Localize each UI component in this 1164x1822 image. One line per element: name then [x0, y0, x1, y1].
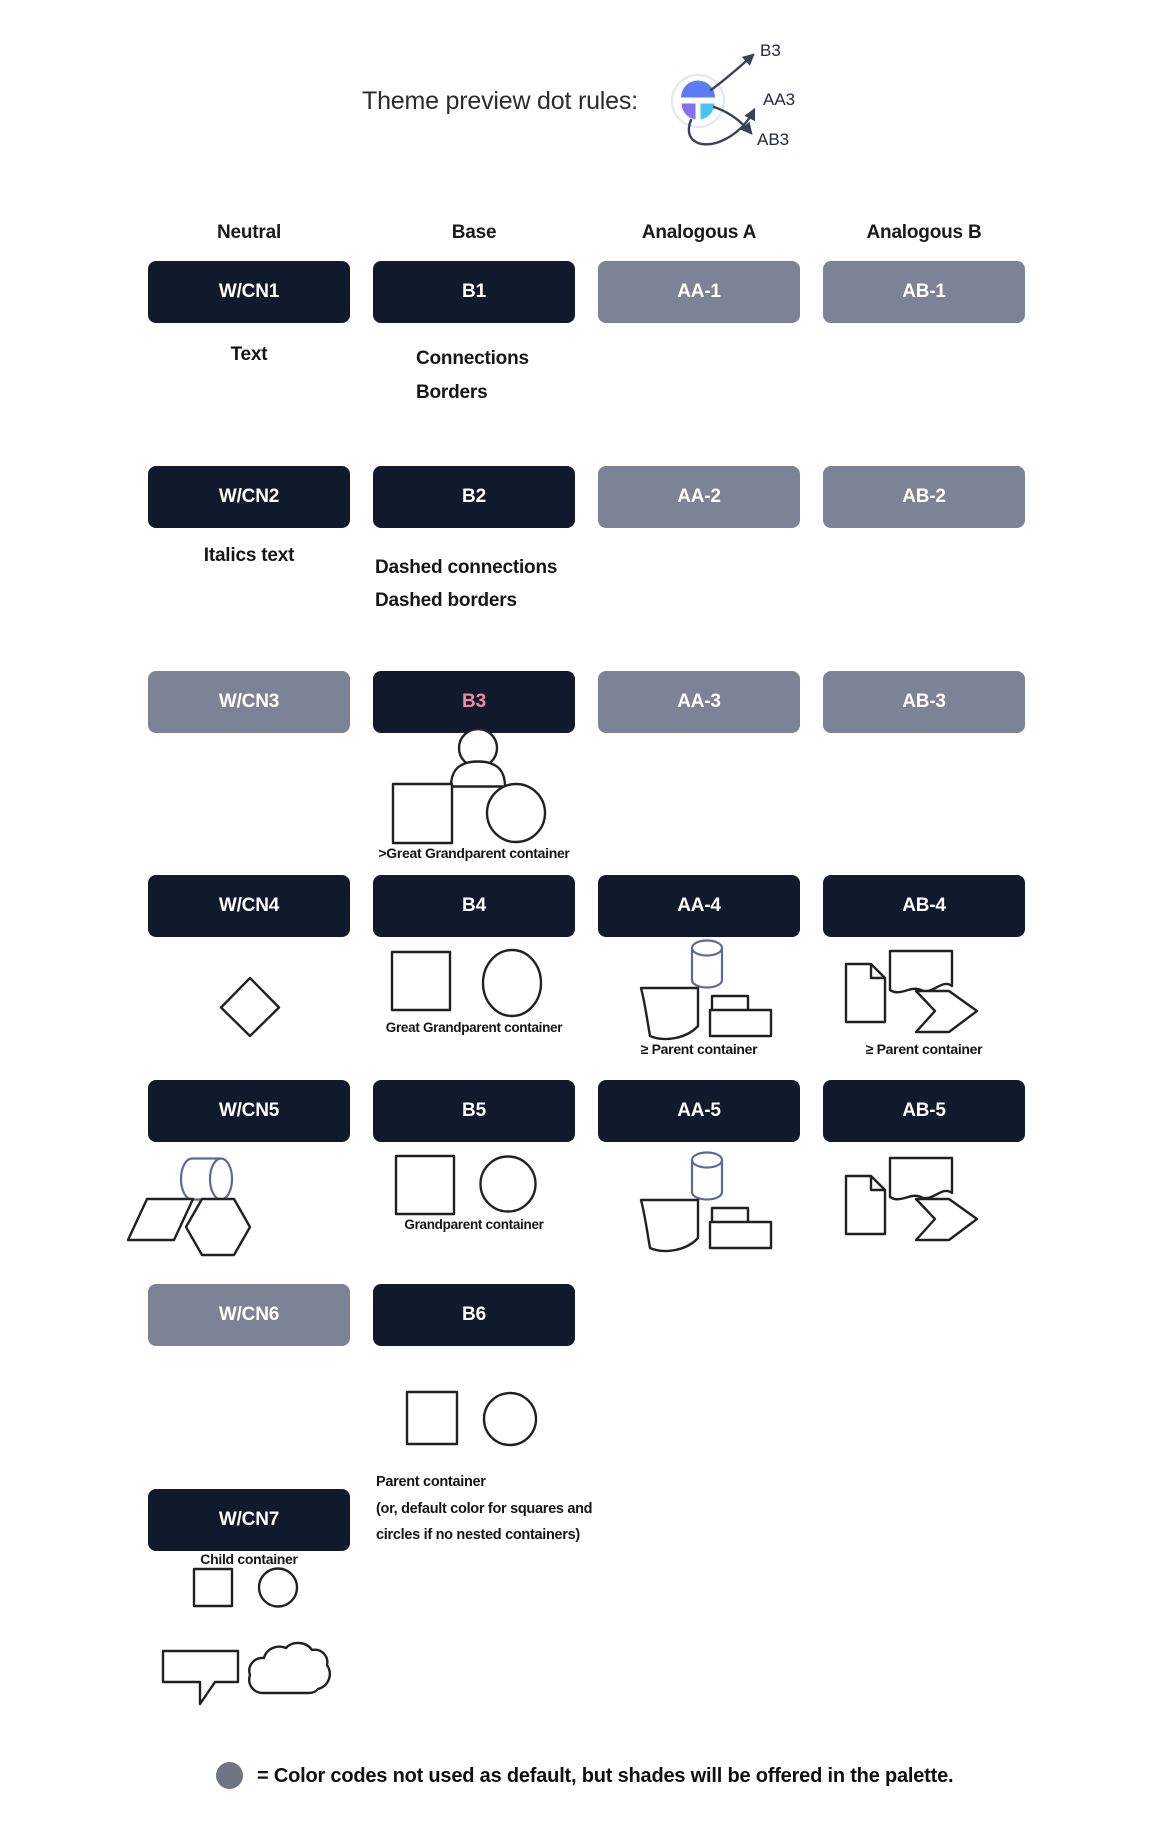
annotation-dashed	[375, 551, 557, 617]
square-shape	[392, 952, 450, 1010]
caption-great-grandparent: Great Grandparent container	[385, 1020, 563, 1035]
swatch-wcn4	[148, 875, 350, 937]
document-shape	[846, 1176, 885, 1234]
swatch-b1	[373, 261, 575, 323]
dot-rule-label-ab3: AB3	[757, 130, 790, 149]
swatch-aa2	[598, 466, 800, 528]
swatch-wcn2	[148, 466, 350, 528]
swatch-b4	[373, 875, 575, 937]
annotation-connections-borders	[416, 342, 529, 409]
folder-body-shape	[710, 1010, 771, 1036]
swatch-wcn7-label: W/CN7	[218, 1509, 280, 1530]
swatch-b3-label: B3	[462, 691, 486, 712]
swatch-wcn1-label: W/CN1	[218, 281, 280, 302]
caption-grandparent: Grandparent container	[404, 1217, 544, 1232]
swatch-wcn6-label: W/CN6	[218, 1304, 280, 1325]
swatch-wcn2-label: W/CN2	[218, 486, 280, 507]
annotation-text: Text	[230, 344, 268, 365]
ab5-shape-group	[823, 1150, 1025, 1250]
wcn7-shape-group	[148, 1565, 350, 1615]
circle-shape	[481, 1157, 536, 1212]
caption-parent-note-2: circles if no nested containers)	[376, 1527, 580, 1543]
swatch-wcn7	[148, 1489, 350, 1551]
swatch-aa3	[598, 671, 800, 733]
swatch-aa5	[598, 1080, 800, 1142]
parallelogram-shape	[128, 1199, 193, 1240]
caption-great-grandparent-gt: >Great Grandparent container	[378, 845, 570, 861]
swatch-aa5-label: AA-5	[677, 1100, 721, 1121]
swatch-b5-label: B5	[462, 1100, 486, 1121]
circle-shape	[483, 950, 541, 1016]
page-title: Theme preview dot rules:	[362, 87, 638, 115]
column-header-neutral: Neutral	[216, 222, 282, 243]
folder-body-shape	[710, 1222, 771, 1248]
swatch-aa1-label: AA-1	[677, 281, 721, 302]
b3-shape-group	[373, 725, 575, 847]
display-shape	[641, 988, 698, 1039]
swatch-wcn1	[148, 261, 350, 323]
circle-shape	[484, 1393, 536, 1445]
swatch-ab5-label: AB-5	[902, 1100, 946, 1121]
swatch-b3	[373, 671, 575, 733]
swatch-b5	[373, 1080, 575, 1142]
swatch-aa2-label: AA-2	[677, 486, 721, 507]
swatch-b2-label: B2	[462, 486, 486, 507]
dot-rule-label-aa3: AA3	[763, 90, 796, 109]
b5-shape-group	[373, 1150, 575, 1220]
wcn4-shape-group	[148, 970, 350, 1045]
legend-text: = Color codes not used as default, but shades will be offered in the palette.	[257, 1765, 954, 1787]
column-header-analogous-a: Analogous A	[641, 222, 757, 243]
swatch-aa4-label: AA-4	[677, 895, 721, 916]
caption-parent-block	[376, 1469, 592, 1549]
cylinder-top-icon	[692, 1153, 722, 1168]
b4-shape-group	[373, 945, 575, 1025]
cloud-shape	[249, 1643, 330, 1693]
caption-parent-note-1: (or, default color for squares and	[376, 1500, 593, 1517]
b6-shape-group	[373, 1385, 575, 1460]
swatch-aa1	[598, 261, 800, 323]
speech-bubble-shape	[163, 1651, 238, 1704]
swatch-ab1	[823, 261, 1025, 323]
aa5-shape-group	[598, 1145, 800, 1255]
swatch-ab3-label: AB-3	[902, 691, 946, 712]
swatch-b6-label: B6	[462, 1304, 486, 1325]
swatch-ab4-label: AB-4	[902, 895, 946, 916]
swatch-ab1-label: AB-1	[902, 281, 946, 302]
caption-child-container: Child container	[200, 1551, 298, 1567]
swatch-b4-label: B4	[462, 895, 486, 916]
swatch-wcn3-label: W/CN3	[218, 691, 280, 712]
hexagon-shape	[186, 1199, 250, 1255]
annotation-connections: Connections	[416, 348, 529, 369]
dot-rule-label-b3: B3	[760, 41, 781, 60]
wcn7-extra-shape-group	[130, 1635, 350, 1715]
person-shoulders-icon	[451, 762, 505, 787]
diamond-shape	[221, 978, 279, 1036]
legend-dot-icon	[216, 1762, 243, 1789]
caption-parent-ab: ≥ Parent container	[865, 1041, 983, 1057]
swatch-ab2	[823, 466, 1025, 528]
caption-parent: Parent container	[376, 1474, 486, 1490]
swatch-ab4	[823, 875, 1025, 937]
cylinder-cap-icon	[210, 1159, 232, 1200]
chevron-shape	[916, 1199, 977, 1240]
swatch-wcn3	[148, 671, 350, 733]
document-shape	[846, 964, 885, 1022]
column-header-analogous-b: Analogous B	[866, 222, 982, 243]
annotation-dashed-connections: Dashed connections	[375, 557, 558, 578]
aa4-shape-group	[598, 935, 800, 1043]
square-shape	[194, 1569, 232, 1606]
column-header-base: Base	[451, 222, 497, 243]
annotation-italics-text: Italics text	[203, 545, 295, 566]
swatch-ab5	[823, 1080, 1025, 1142]
cylinder-top-icon	[692, 941, 722, 956]
chevron-shape	[916, 991, 977, 1032]
annotation-borders: Borders	[416, 381, 488, 403]
wavy-document-shape	[890, 951, 952, 992]
wavy-document-shape	[890, 1158, 952, 1199]
circle-shape	[259, 1569, 297, 1607]
ab4-shape-group	[823, 940, 1025, 1043]
square-shape	[407, 1392, 457, 1444]
caption-parent-aa: ≥ Parent container	[640, 1041, 758, 1057]
swatch-aa3-label: AA-3	[677, 691, 721, 712]
wcn5-shape-group	[110, 1150, 350, 1260]
swatch-ab3	[823, 671, 1025, 733]
circle-shape	[487, 784, 545, 842]
swatch-b6	[373, 1284, 575, 1346]
swatch-b2	[373, 466, 575, 528]
swatch-wcn5-label: W/CN5	[218, 1100, 280, 1121]
annotation-dashed-borders: Dashed borders	[375, 590, 517, 611]
swatch-ab2-label: AB-2	[902, 486, 946, 507]
arrow-to-b3	[711, 55, 753, 90]
swatch-wcn5	[148, 1080, 350, 1142]
swatch-wcn4-label: W/CN4	[218, 895, 280, 916]
swatch-b1-label: B1	[462, 281, 486, 302]
swatch-wcn6	[148, 1284, 350, 1346]
square-shape	[393, 784, 452, 843]
display-shape	[641, 1200, 698, 1251]
square-shape	[396, 1156, 454, 1214]
swatch-aa4	[598, 875, 800, 937]
